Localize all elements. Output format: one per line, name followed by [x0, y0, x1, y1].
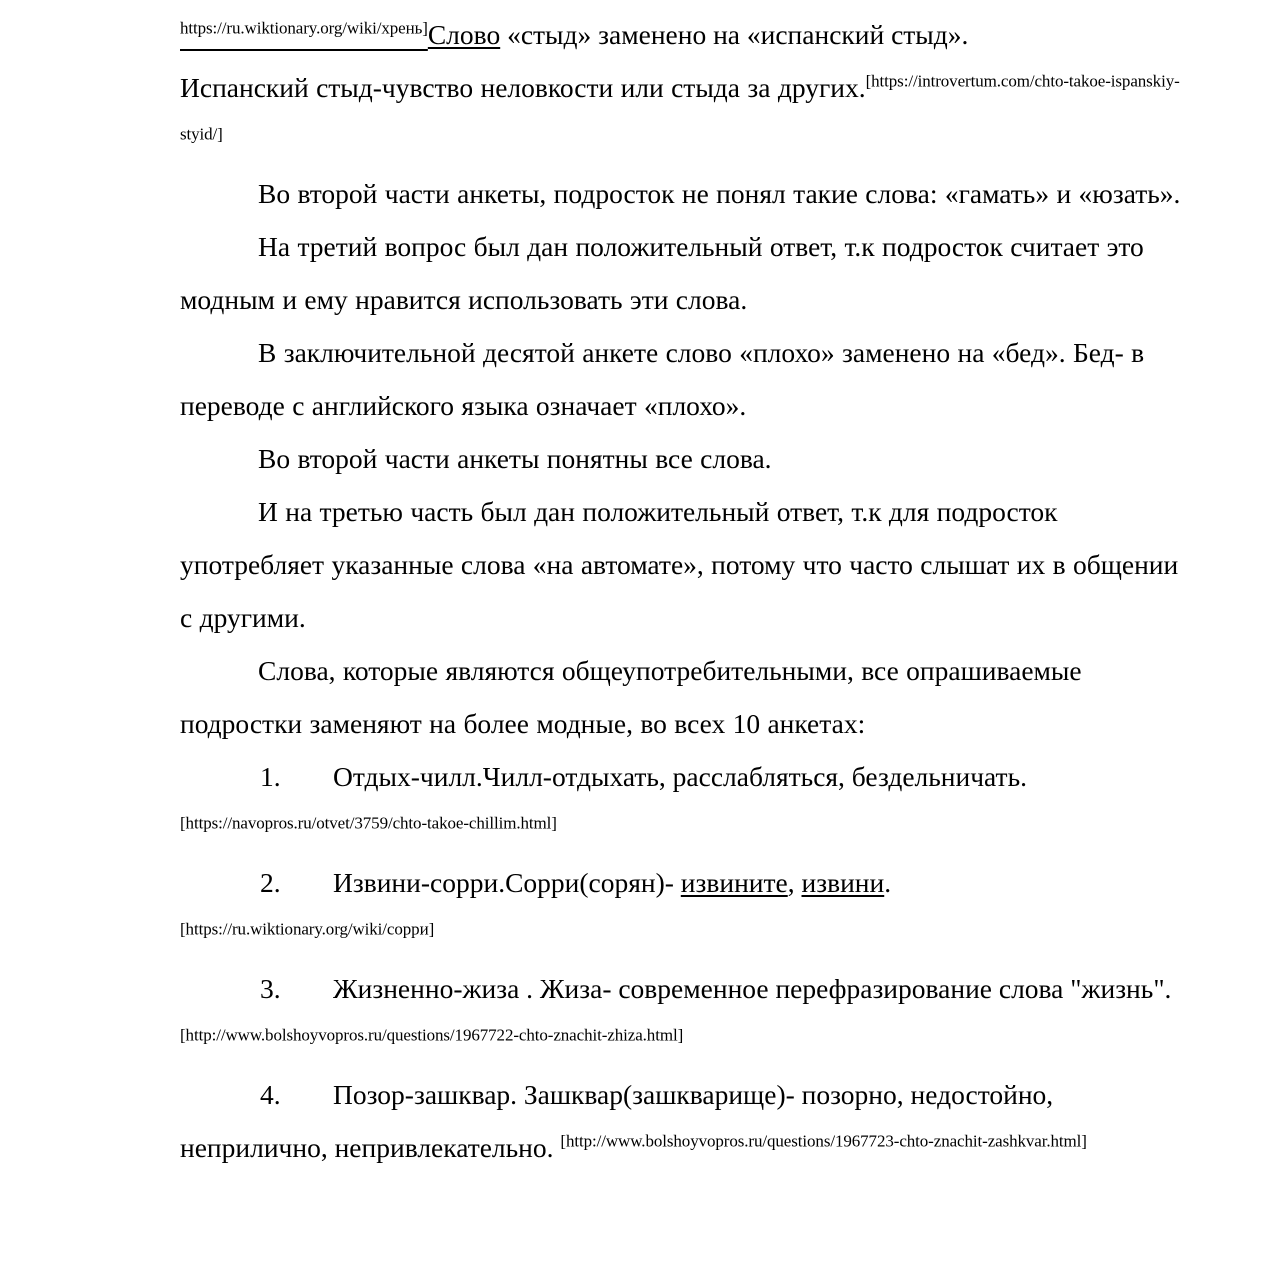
paragraph-vtoraya-chast-2: Во второй части анкеты понятны все слова. — [258, 443, 772, 474]
list-item — [180, 856, 1188, 909]
paragraph-obshcheupotrebitelnye: Слова, которые являются общеупотребительными, все опрашиваемые подростки заменяют на более модные, во всех 10 анкетах: — [180, 655, 1082, 739]
list-item — [180, 1068, 1188, 1174]
list-item-text: Позор-зашквар. Зашквар(зашкварище)- позорно, недостойно, неприлично, непривлекательно. — [180, 1079, 1054, 1163]
lead-sentence-rest: «стыд» заменено на «испанский стыд». — [500, 19, 969, 50]
paragraph-tretya-chast: И на третью часть был дан положительный ответ, т.к для подросток употребляет указанные слова «на автомате», потому что часто слышат их в общении с другими. — [180, 496, 1179, 633]
list-item-footnote-url: [https://navopros.ru/otvet/3759/chto-takoe-chillim.html] — [180, 813, 557, 833]
lead-paragraph — [180, 0, 1188, 61]
list-item-text-middle: , — [787, 867, 802, 898]
hyperlink-izvinite[interactable]: извините — [680, 867, 788, 898]
list-item-footnote-line — [180, 909, 1188, 962]
list-item-footnote-url: [http://www.bolshoyvopros.ru/questions/1967723-chto-znachit-zashkvar.html] — [560, 1131, 1087, 1151]
paragraph-vtoraya-chast-1: Во второй части анкеты, подросток не понял такие слова: «гамать» и «юзать». — [258, 178, 1181, 209]
list-item-footnote-url: [http://www.bolshoyvopros.ru/questions/1967722-chto-znachit-zhiza.html] — [180, 1025, 684, 1045]
list-item-text-before: Извини-сорри.Сорри(сорян)- — [333, 867, 681, 898]
list-item — [180, 962, 1188, 1068]
list-item-number: 4. — [260, 1079, 281, 1110]
lead-footnote-url: https://ru.wiktionary.org/wiki/хрень] — [180, 18, 428, 38]
lead-underlined-word: Слово — [427, 19, 501, 50]
list-item-number: 1. — [260, 761, 281, 792]
paragraph-zaklyuchitelnaya-anketa: В заключительной десятой анкете слово «плохо» заменено на «бед». Бед- в переводе с английского языка означает «плохо». — [180, 337, 1145, 421]
list-item-text-after: . — [884, 867, 892, 898]
list-item-number: 2. — [260, 867, 281, 898]
paragraph-tretiy-vopros: На третий вопрос был дан положительный ответ, т.к подросток считает это модным и ему нравится использовать эти слова. — [180, 231, 1144, 315]
paragraph-ispanskiy-styd — [180, 61, 1188, 167]
list-item — [180, 750, 1188, 856]
paragraph-text: Испанский стыд-чувство неловкости или стыда за других. — [180, 72, 866, 103]
list-item-number: 3. — [260, 973, 281, 1004]
list-item-text: Жизненно-жиза . Жиза- современное перефразирование слова "жизнь". — [333, 973, 1172, 1004]
list-item-footnote-url: [https://ru.wiktionary.org/wiki/сорри] — [180, 919, 435, 939]
document-body-column — [180, 0, 1188, 1174]
list-item-text: Отдых-чилл.Чилл-отдыхать, расслабляться, бездельничать. — [333, 761, 1027, 792]
footnote-url-introvertum: [https://introvertum.com/chto-takoe-ispanskiy-styid/] — [180, 71, 1180, 144]
hyperlink-izvini[interactable]: извини — [801, 867, 885, 898]
